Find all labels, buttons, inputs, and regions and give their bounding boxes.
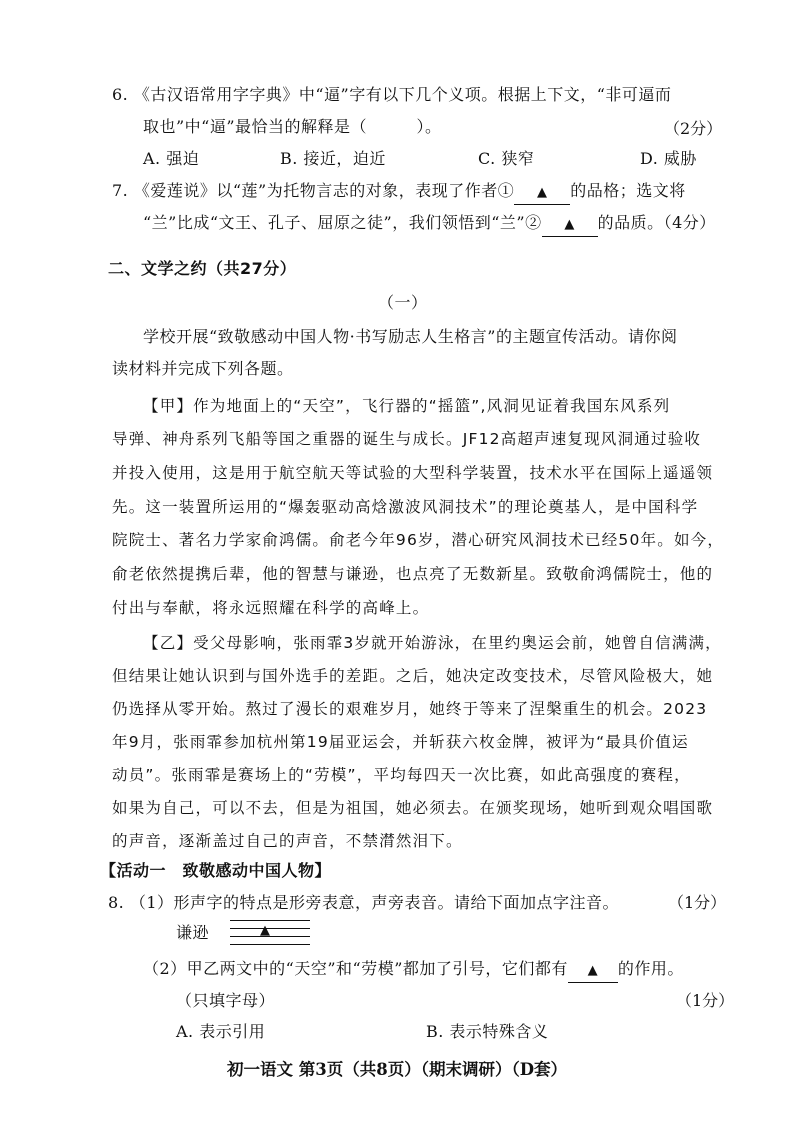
q7-line2-suffix: 的品质。（4分） [597,213,716,232]
yi-line-6: 如果为自己，可以不去，但是为祖国，她必须去。在颁奖现场，她听到观众唱国歌 [112,799,714,817]
yi-line-7: 的声音，逐渐盖过自己的声音，不禁潸然泪下。 [112,832,463,850]
q8-word: 谦逊 [176,923,210,942]
q7-line1 [112,180,686,205]
page-footer: 初一语文 第3页（共8页）（期末调研）（D套） [226,1060,567,1079]
q7-line1-suffix: 的品格；选文将 [570,181,686,200]
section-heading: 二、文学之约（共27分） [108,259,297,278]
yi-line-3: 仍选择从零开始。熬过了漫长的艰难岁月，她终于等来了涅槃重生的机会。2023 [112,700,708,718]
jia-line-1: 【甲】作为地面上的“天空”，飞行器的“摇篮”,风洞见证着我国东风系列 [143,397,671,415]
q8-part2-score: （1分） [676,991,735,1010]
q8-note: （只填字母） [176,991,276,1010]
q6-option-c: C. 狭窄 [478,149,535,168]
q6-score: （2分） [664,119,723,138]
q8-part2-suffix: 的作用。 [617,959,684,978]
pinyin-line [230,944,310,945]
jia-line-3: 并投入使用，这是用于航空航天等试验的大型科学装置，技术水平在国际上遥遥领 [112,464,714,482]
pinyin-line [230,928,310,929]
triangle-icon: ▲ [587,963,599,978]
q6-line2: 取也”中“逼”最恰当的解释是（ ）。 [143,117,442,136]
pinyin-blank[interactable] [230,920,310,946]
q6-line1: 6. 《古汉语常用字字典》中“逼”字有以下几个义项。根据上下文，“非可逼而 [112,85,672,104]
jia-line-6: 俞老依然提携后辈，他的智慧与谦逊，也点亮了无数新星。致敬俞鸿儒院士，他的 [112,565,714,583]
triangle-icon: ▲ [564,217,575,232]
q8-part2 [143,958,684,983]
triangle-icon: ▲ [536,185,548,200]
q6-option-d: D. 威胁 [640,149,697,168]
q6-option-b: B. 接近，迫近 [280,149,386,168]
q8-part1: 8. （1）形声字的特点是形旁表意，声旁表音。请给下面加点字注音。 [108,893,620,912]
yi-line-1: 【乙】受父母影响，张雨霏3岁就开始游泳，在里约奥运会前，她曾自信满满， [143,634,722,652]
q8-option-a: A. 表示引用 [176,1022,266,1041]
q7-line1-prefix: 7. 《爱莲说》以“莲”为托物言志的对象，表现了作者① [112,181,515,200]
q7-line2 [143,212,716,237]
q8-part1-score: （1分） [668,893,727,912]
q7-blank-1[interactable] [514,180,570,205]
q8-blank[interactable] [568,958,618,983]
yi-line-5: 动员”。张雨霏是赛场上的“劳模”，平均每四天一次比赛，如此高强度的赛程， [112,766,691,784]
triangle-icon: ▲ [260,923,270,938]
intro-line2: 读材料并完成下列各题。 [112,359,294,378]
q7-blank-2[interactable] [542,212,598,237]
q8-option-b: B. 表示特殊含义 [426,1022,549,1041]
pinyin-line [230,920,310,921]
yi-line-2: 但结果让她认识到与国外选手的差距。之后，她决定改变技术，尽管风险极大，她 [112,667,714,685]
activity-heading: 【活动一 致敬感动中国人物】 [100,861,332,880]
q6-option-a: A. 强迫 [143,149,200,168]
jia-line-5: 院院士、著名力学家俞鸿儒。俞老今年96岁，潜心研究风洞技术已经50年。如今， [112,531,725,549]
yi-line-4: 年9月，张雨霏参加杭州第19届亚运会，并斩获六枚金牌，被评为“最具价值运 [112,733,689,751]
q7-line2-prefix: “兰”比成“文王、孔子、屈原之徒”，我们领悟到“兰”② [143,213,542,232]
pinyin-line [230,936,310,937]
jia-line-4: 先。这一装置所运用的“爆轰驱动高焓激波风洞技术”的理论奠基人，是中国科学 [112,498,699,516]
q8-part2-prefix: （2）甲乙两文中的“天空”和“劳模”都加了引号，它们都有 [143,959,568,978]
jia-line-2: 导弹、神舟系列飞船等国之重器的诞生与成长。JF12高超声速复现风洞通过验收 [112,430,702,448]
section-subheading: （一） [378,293,428,312]
intro-line1: 学校开展“致敬感动中国人物·书写励志人生格言”的主题宣传活动。请你阅 [143,327,678,346]
jia-line-7: 付出与奉献，将永远照耀在科学的高峰上。 [112,599,430,617]
